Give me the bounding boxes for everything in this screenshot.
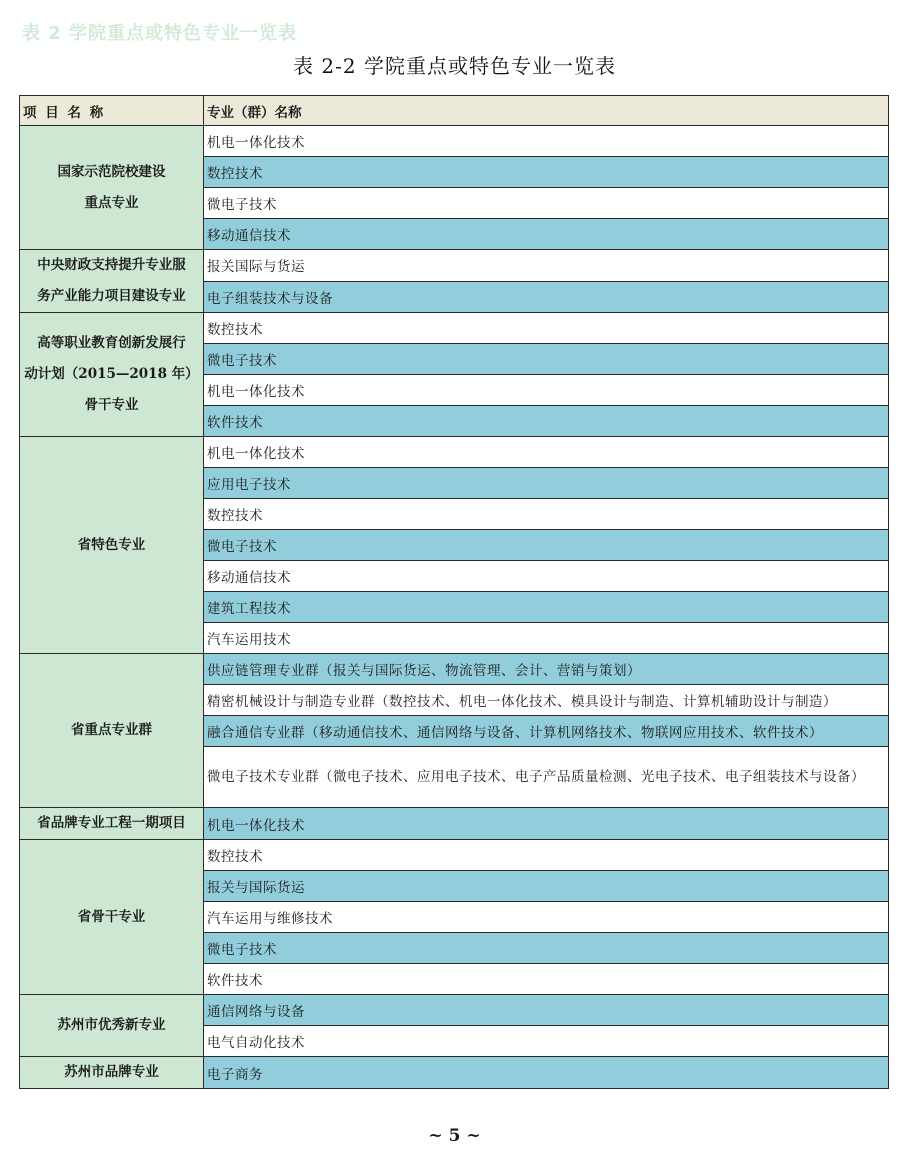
major-cell: 电子商务 — [204, 1057, 889, 1089]
category-cell: 省品牌专业工程一期项目 — [20, 808, 204, 840]
table-row — [20, 1057, 889, 1089]
table-row — [20, 250, 889, 282]
major-cell: 微电子技术 — [204, 933, 889, 964]
majors-table — [19, 95, 889, 1089]
major-cell: 软件技术 — [204, 406, 889, 437]
table-row — [20, 808, 889, 840]
major-cell: 报关与国际货运 — [204, 871, 889, 902]
major-cell: 数控技术 — [204, 499, 889, 530]
major-cell: 移动通信技术 — [204, 561, 889, 592]
major-cell: 电子组装技术与设备 — [204, 281, 889, 313]
major-cell: 数控技术 — [204, 157, 889, 188]
major-cell: 融合通信专业群（移动通信技术、通信网络与设备、计算机网络技术、物联网应用技术、软件技术） — [204, 716, 889, 747]
category-cell: 苏州市品牌专业 — [20, 1057, 204, 1089]
section-heading-watermark: 表 2 学院重点或特色专业一览表 — [22, 23, 298, 44]
major-cell: 机电一体化技术 — [204, 375, 889, 406]
major-cell: 供应链管理专业群（报关与国际货运、物流管理、会计、营销与策划） — [204, 654, 889, 685]
table-header-row — [20, 96, 889, 126]
major-cell: 汽车运用与维修技术 — [204, 902, 889, 933]
major-cell: 移动通信技术 — [204, 219, 889, 250]
table-title: 表 2-2 学院重点或特色专业一览表 — [293, 54, 616, 78]
major-cell: 电气自动化技术 — [204, 1026, 889, 1057]
major-cell: 汽车运用技术 — [204, 623, 889, 654]
major-cell: 应用电子技术 — [204, 468, 889, 499]
table-body — [20, 126, 889, 1089]
major-cell: 报关国际与货运 — [204, 250, 889, 282]
category-cell: 省特色专业 — [20, 437, 204, 654]
major-cell: 机电一体化技术 — [204, 437, 889, 468]
category-cell: 高等职业教育创新发展行 动计划（2015—2018 年） 骨干专业 — [20, 313, 204, 437]
major-cell: 机电一体化技术 — [204, 808, 889, 840]
table-row — [20, 437, 889, 468]
major-cell: 微电子技术 — [204, 344, 889, 375]
category-cell: 中央财政支持提升专业服 务产业能力项目建设专业 — [20, 250, 204, 313]
major-cell: 数控技术 — [204, 840, 889, 871]
category-cell: 省骨干专业 — [20, 840, 204, 995]
major-cell: 微电子技术 — [204, 530, 889, 561]
category-cell: 省重点专业群 — [20, 654, 204, 808]
category-cell: 国家示范院校建设 重点专业 — [20, 126, 204, 250]
table-row — [20, 995, 889, 1026]
major-cell: 机电一体化技术 — [204, 126, 889, 157]
header-major-name: 专业（群）名称 — [204, 96, 889, 126]
major-cell: 通信网络与设备 — [204, 995, 889, 1026]
major-cell: 建筑工程技术 — [204, 592, 889, 623]
table-row — [20, 654, 889, 685]
major-cell: 微电子技术专业群（微电子技术、应用电子技术、电子产品质量检测、光电子技术、电子组装技术与设备） — [204, 747, 889, 808]
major-cell: 微电子技术 — [204, 188, 889, 219]
header-project-name: 项 目 名 称 — [20, 96, 204, 126]
table-row — [20, 313, 889, 344]
major-cell: 数控技术 — [204, 313, 889, 344]
page-number: ~ 5 ~ — [428, 1126, 481, 1146]
major-cell: 软件技术 — [204, 964, 889, 995]
category-cell: 苏州市优秀新专业 — [20, 995, 204, 1057]
table-row — [20, 126, 889, 157]
table-row — [20, 840, 889, 871]
major-cell: 精密机械设计与制造专业群（数控技术、机电一体化技术、模具设计与制造、计算机辅助设计与制造） — [204, 685, 889, 716]
